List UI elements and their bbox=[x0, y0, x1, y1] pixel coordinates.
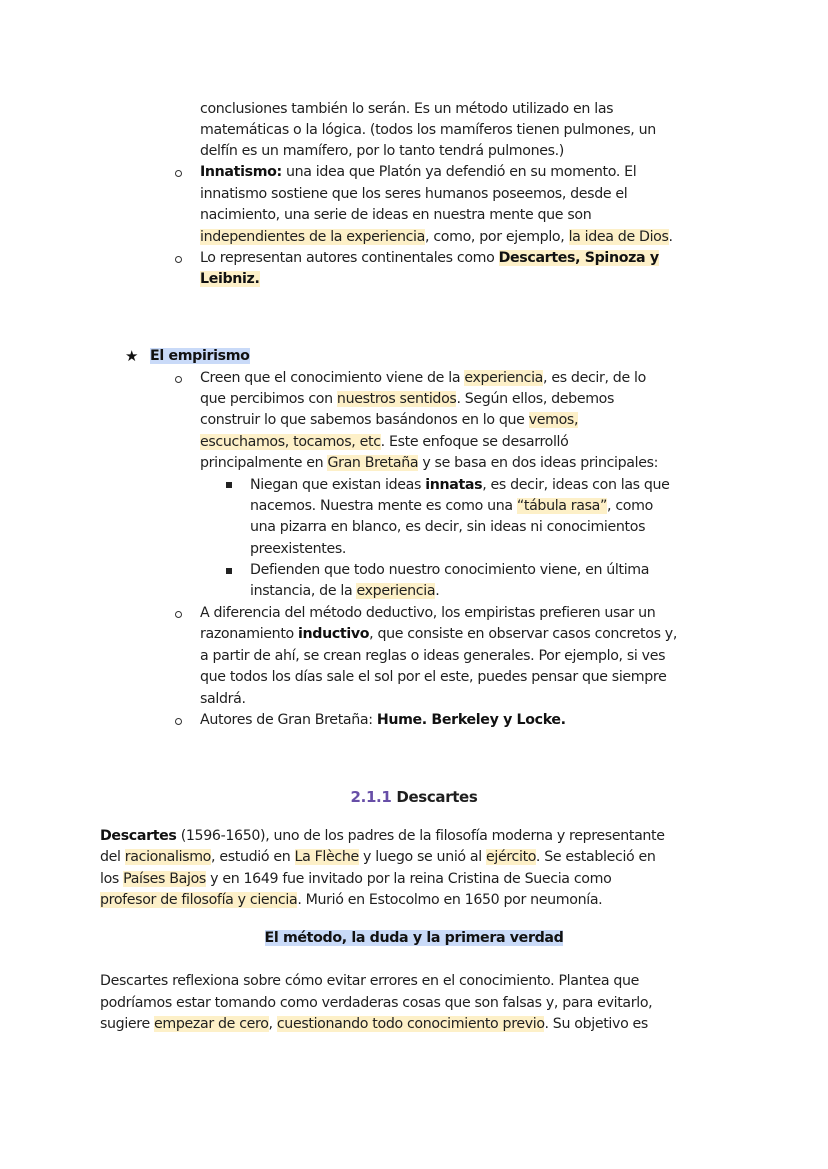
highlight: “tábula rasa” bbox=[516, 498, 608, 514]
text: , como, por ejemplo, bbox=[425, 229, 569, 245]
highlight: racionalismo bbox=[124, 849, 212, 865]
highlight: independientes de la experiencia bbox=[200, 229, 425, 245]
section-title: Descartes bbox=[391, 788, 478, 806]
highlight: Países Bajos bbox=[123, 871, 206, 887]
text-line bbox=[250, 581, 439, 602]
text: y se basa en dos ideas principales: bbox=[418, 455, 659, 471]
text: que percibimos con bbox=[200, 391, 337, 407]
text-line: conclusiones también lo serán. Es un método utilizado en las bbox=[200, 101, 614, 117]
text: , bbox=[268, 1016, 277, 1032]
highlight: cuestionando todo conocimiento previo bbox=[276, 1016, 545, 1032]
highlight: experiencia bbox=[356, 583, 436, 599]
highlight-bold: Descartes, Spinoza y bbox=[498, 250, 659, 266]
highlight: experiencia bbox=[464, 370, 544, 386]
text: . bbox=[668, 229, 673, 245]
text-line: preexistentes. bbox=[250, 541, 347, 557]
highlight-blue: El método, la duda y la primera verdad bbox=[264, 930, 564, 946]
text-line: una pizarra en blanco, es decir, sin ideas ni conocimientos bbox=[250, 519, 646, 535]
text: y luego se unió al bbox=[358, 849, 487, 865]
bold-term: innatas bbox=[425, 477, 483, 493]
highlight: profesor de filosofía y ciencia bbox=[100, 892, 298, 908]
text: Niegan que existan ideas bbox=[250, 477, 426, 493]
list-item-authors bbox=[200, 248, 659, 269]
list-item bbox=[200, 710, 566, 731]
highlight: vemos, bbox=[528, 412, 579, 428]
text: . Según ellos, debemos bbox=[456, 391, 615, 407]
highlight: escuchamos, tocamos, etc bbox=[200, 434, 381, 450]
text: . Este enfoque se desarrolló bbox=[380, 434, 569, 450]
text: razonamiento bbox=[200, 626, 299, 642]
text: , es decir, ideas con las que bbox=[482, 477, 670, 493]
circle-bullet-icon bbox=[175, 256, 182, 263]
sub-list-item: Defienden que todo nuestro conocimiento viene, en última bbox=[250, 562, 650, 578]
text: y en 1649 fue invitado por la reina Cristina de Suecia como bbox=[205, 871, 612, 887]
text: , que consiste en observar casos concretos y, bbox=[369, 626, 678, 642]
text: Lo representan autores continentales como bbox=[200, 250, 499, 266]
highlight-blue: El empirismo bbox=[150, 348, 250, 364]
text: (1596-1650), uno de los padres de la filosofía moderna y representante bbox=[176, 828, 665, 844]
text: una idea que Platón ya defendió en su momento. El bbox=[281, 164, 637, 180]
text-line: Descartes reflexiona sobre cómo evitar errores en el conocimiento. Plantea que bbox=[100, 973, 640, 989]
highlight: ejército bbox=[486, 849, 536, 865]
bold-term: inductivo bbox=[298, 626, 370, 642]
circle-bullet-icon bbox=[175, 170, 182, 177]
text-line: matemáticas o la lógica. (todos los mamíferos tienen pulmones, un bbox=[200, 122, 656, 138]
text-line: nacimiento, una serie de ideas en nuestra mente que son bbox=[200, 207, 592, 223]
text-line bbox=[200, 432, 568, 453]
section-title-empirismo bbox=[150, 346, 250, 367]
subheading bbox=[0, 928, 828, 949]
text-line bbox=[200, 624, 677, 645]
bold-term: Descartes bbox=[100, 828, 177, 844]
term-label: Innatismo: bbox=[200, 164, 282, 180]
text-line bbox=[200, 269, 260, 290]
text: construir lo que sabemos basándonos en lo que bbox=[200, 412, 529, 428]
text-line bbox=[100, 890, 602, 911]
list-item-innatismo bbox=[200, 162, 636, 183]
square-bullet-icon bbox=[226, 568, 232, 574]
highlight: empezar de cero bbox=[154, 1016, 269, 1032]
list-item: A diferencia del método deductivo, los empiristas prefieren usar un bbox=[200, 605, 656, 621]
star-bullet-icon: ★ bbox=[125, 347, 139, 365]
text-line bbox=[100, 826, 665, 847]
text-line bbox=[200, 453, 658, 474]
text: . Su objetivo es bbox=[544, 1016, 648, 1032]
text: . Murió en Estocolmo en 1650 por neumonía. bbox=[297, 892, 603, 908]
text: los bbox=[100, 871, 124, 887]
text: Creen que el conocimiento viene de la bbox=[200, 370, 465, 386]
text-line: a partir de ahí, se crean reglas o ideas generales. Por ejemplo, si ves bbox=[200, 648, 666, 664]
circle-bullet-icon bbox=[175, 611, 182, 618]
text: instancia, de la bbox=[250, 583, 357, 599]
text: Autores de Gran Bretaña: bbox=[200, 712, 377, 728]
text-line bbox=[200, 389, 614, 410]
section-number: 2.1.1 bbox=[350, 788, 392, 806]
text-line: delfín es un mamífero, por lo tanto tendrá pulmones.) bbox=[200, 143, 564, 159]
highlight: Gran Bretaña bbox=[327, 455, 419, 471]
text: . Se estableció en bbox=[535, 849, 656, 865]
text: sugiere bbox=[100, 1016, 155, 1032]
circle-bullet-icon bbox=[175, 376, 182, 383]
text: , estudió en bbox=[211, 849, 295, 865]
text-line bbox=[100, 1014, 648, 1035]
text-line bbox=[100, 847, 656, 868]
text-line: que todos los días sale el sol por el este, puedes pensar que siempre bbox=[200, 669, 667, 685]
text-line bbox=[100, 869, 611, 890]
highlight: nuestros sentidos bbox=[336, 391, 457, 407]
circle-bullet-icon bbox=[175, 718, 182, 725]
square-bullet-icon bbox=[226, 482, 232, 488]
text-line: podríamos estar tomando como verdaderas cosas que son falsas y, para evitarlo, bbox=[100, 995, 653, 1011]
text: , como bbox=[607, 498, 653, 514]
text-line: innatismo sostiene que los seres humanos poseemos, desde el bbox=[200, 186, 628, 202]
text: principalmente en bbox=[200, 455, 328, 471]
text: nacemos. Nuestra mente es como una bbox=[250, 498, 517, 514]
text-line bbox=[200, 227, 673, 248]
text-line: saldrá. bbox=[200, 691, 246, 707]
text-line bbox=[200, 410, 578, 431]
highlight: la idea de Dios bbox=[568, 229, 669, 245]
bold-names: Hume. Berkeley y Locke. bbox=[376, 712, 566, 728]
list-item bbox=[200, 368, 646, 389]
text: del bbox=[100, 849, 125, 865]
highlight: La Flèche bbox=[294, 849, 359, 865]
section-heading bbox=[0, 787, 828, 808]
text: , es decir, de lo bbox=[543, 370, 646, 386]
text: . bbox=[435, 583, 440, 599]
highlight-bold: Leibniz. bbox=[200, 271, 260, 287]
text-line bbox=[250, 496, 653, 517]
sub-list-item bbox=[250, 475, 670, 496]
